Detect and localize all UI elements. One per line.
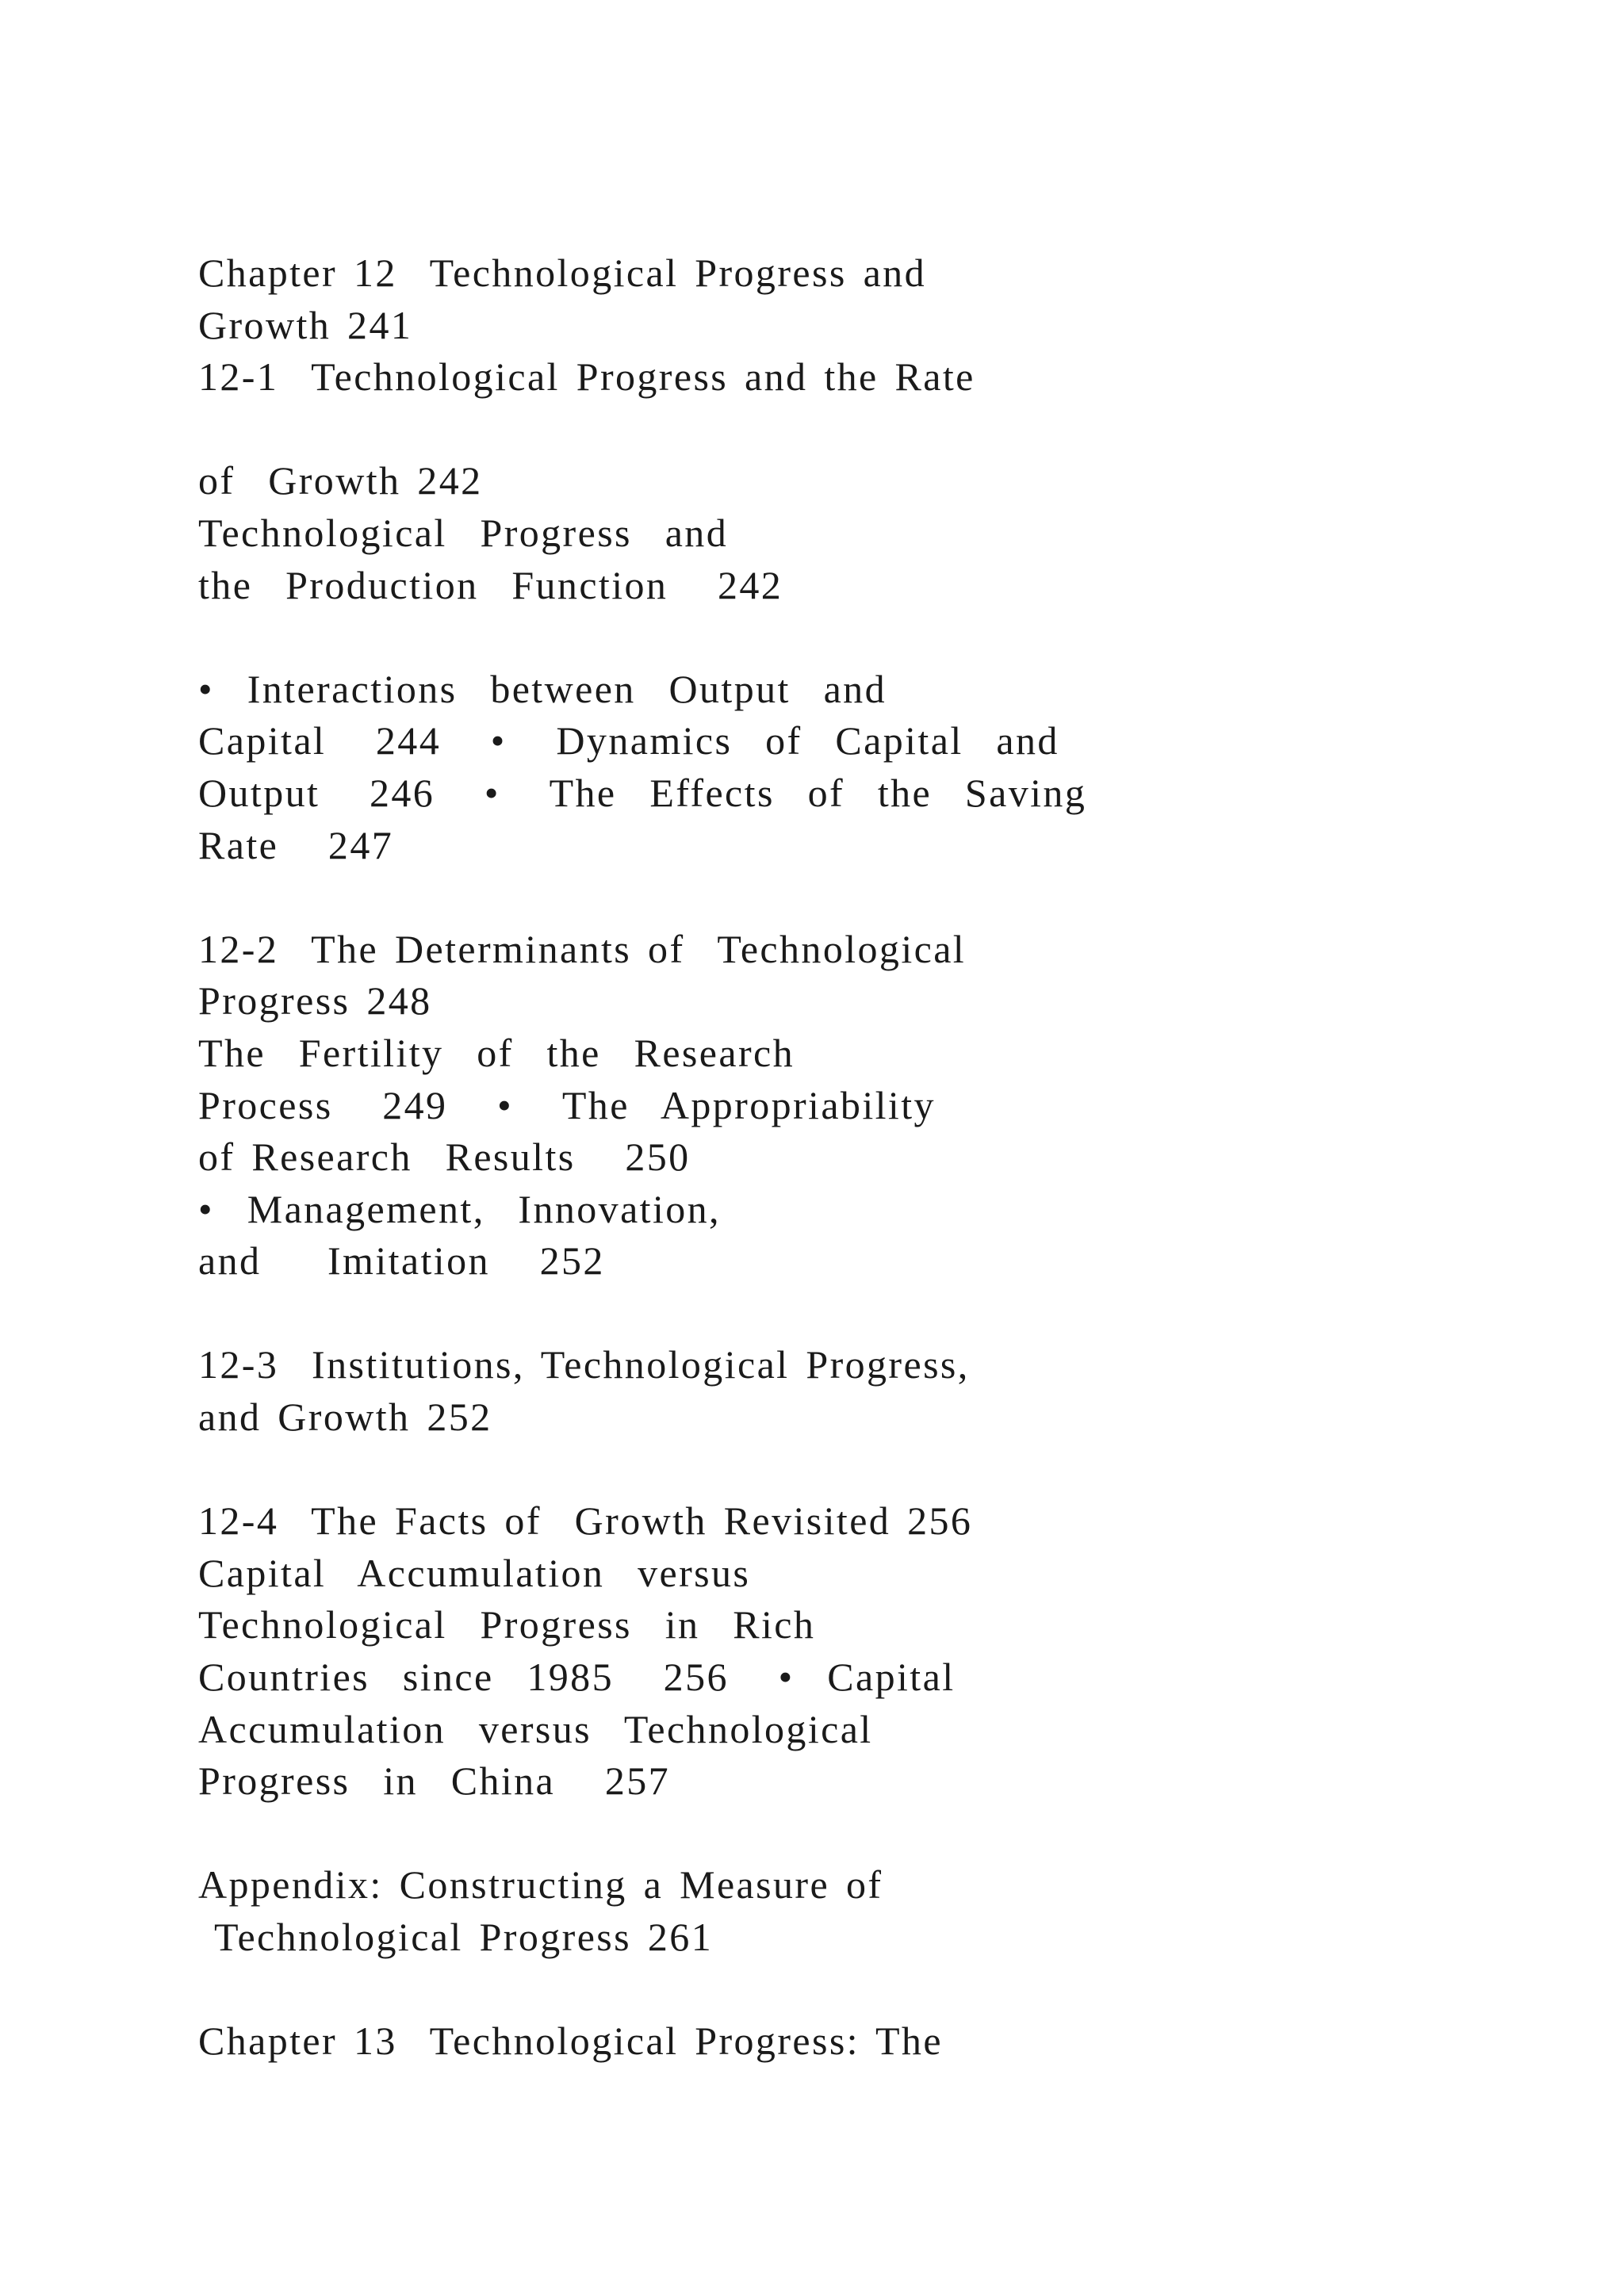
toc-line: Countries since 1985 256 • Capital (198, 1655, 956, 1700)
toc-line: and Growth 252 (198, 1395, 492, 1440)
toc-line: and Imitation 252 (198, 1238, 605, 1284)
toc-line: Technological Progress in Rich (198, 1602, 816, 1647)
toc-line (198, 1808, 1467, 1860)
toc-line: Process 249 • The Appropriability (198, 1082, 936, 1127)
toc-line: Technological Progress 261 (198, 1915, 714, 1959)
toc-line: Accumulation versus Technological (198, 1706, 873, 1751)
toc-line: Growth 241 (198, 302, 413, 347)
toc-line: 12-3 Institutions, Technological Progress, (198, 1342, 970, 1387)
toc-line: Chapter 12 Technological Progress and (198, 251, 926, 295)
toc-line: Capital 244 • Dynamics of Capital and (198, 718, 1059, 763)
toc-line: Appendix: Constructing a Measure of (198, 1862, 883, 1908)
toc-line: 12-1 Technological Progress and the Rate (198, 354, 975, 400)
toc-line: Capital Accumulation versus (198, 1550, 751, 1595)
toc-line (198, 871, 1467, 924)
toc-line: Progress in China 257 (198, 1758, 671, 1804)
toc-line: Rate 247 (198, 822, 394, 867)
toc-line: • Management, Innovation, (198, 1186, 721, 1231)
toc-line (198, 404, 1467, 456)
toc-line: of Growth 242 (198, 458, 483, 503)
toc-line (198, 1964, 1467, 2016)
toc-line: of Research Results 250 (198, 1135, 691, 1180)
table-of-contents-text (198, 247, 1467, 2068)
toc-line (198, 1444, 1467, 1496)
toc-line: Technological Progress and (198, 510, 729, 555)
toc-line: Output 246 • The Effects of the Saving (198, 770, 1087, 815)
toc-line: • Interactions between Output and (198, 666, 887, 711)
toc-line (198, 611, 1467, 664)
toc-line: Progress 248 (198, 978, 432, 1024)
toc-line: The Fertility of the Research (198, 1030, 795, 1075)
toc-line (198, 1288, 1467, 1340)
toc-line: Chapter 13 Technological Progress: The (198, 2019, 943, 2064)
toc-line: 12-2 The Determinants of Technological (198, 926, 967, 971)
toc-line: 12-4 The Facts of Growth Revisited 256 (198, 1498, 973, 1544)
toc-line: the Production Function 242 (198, 562, 783, 607)
